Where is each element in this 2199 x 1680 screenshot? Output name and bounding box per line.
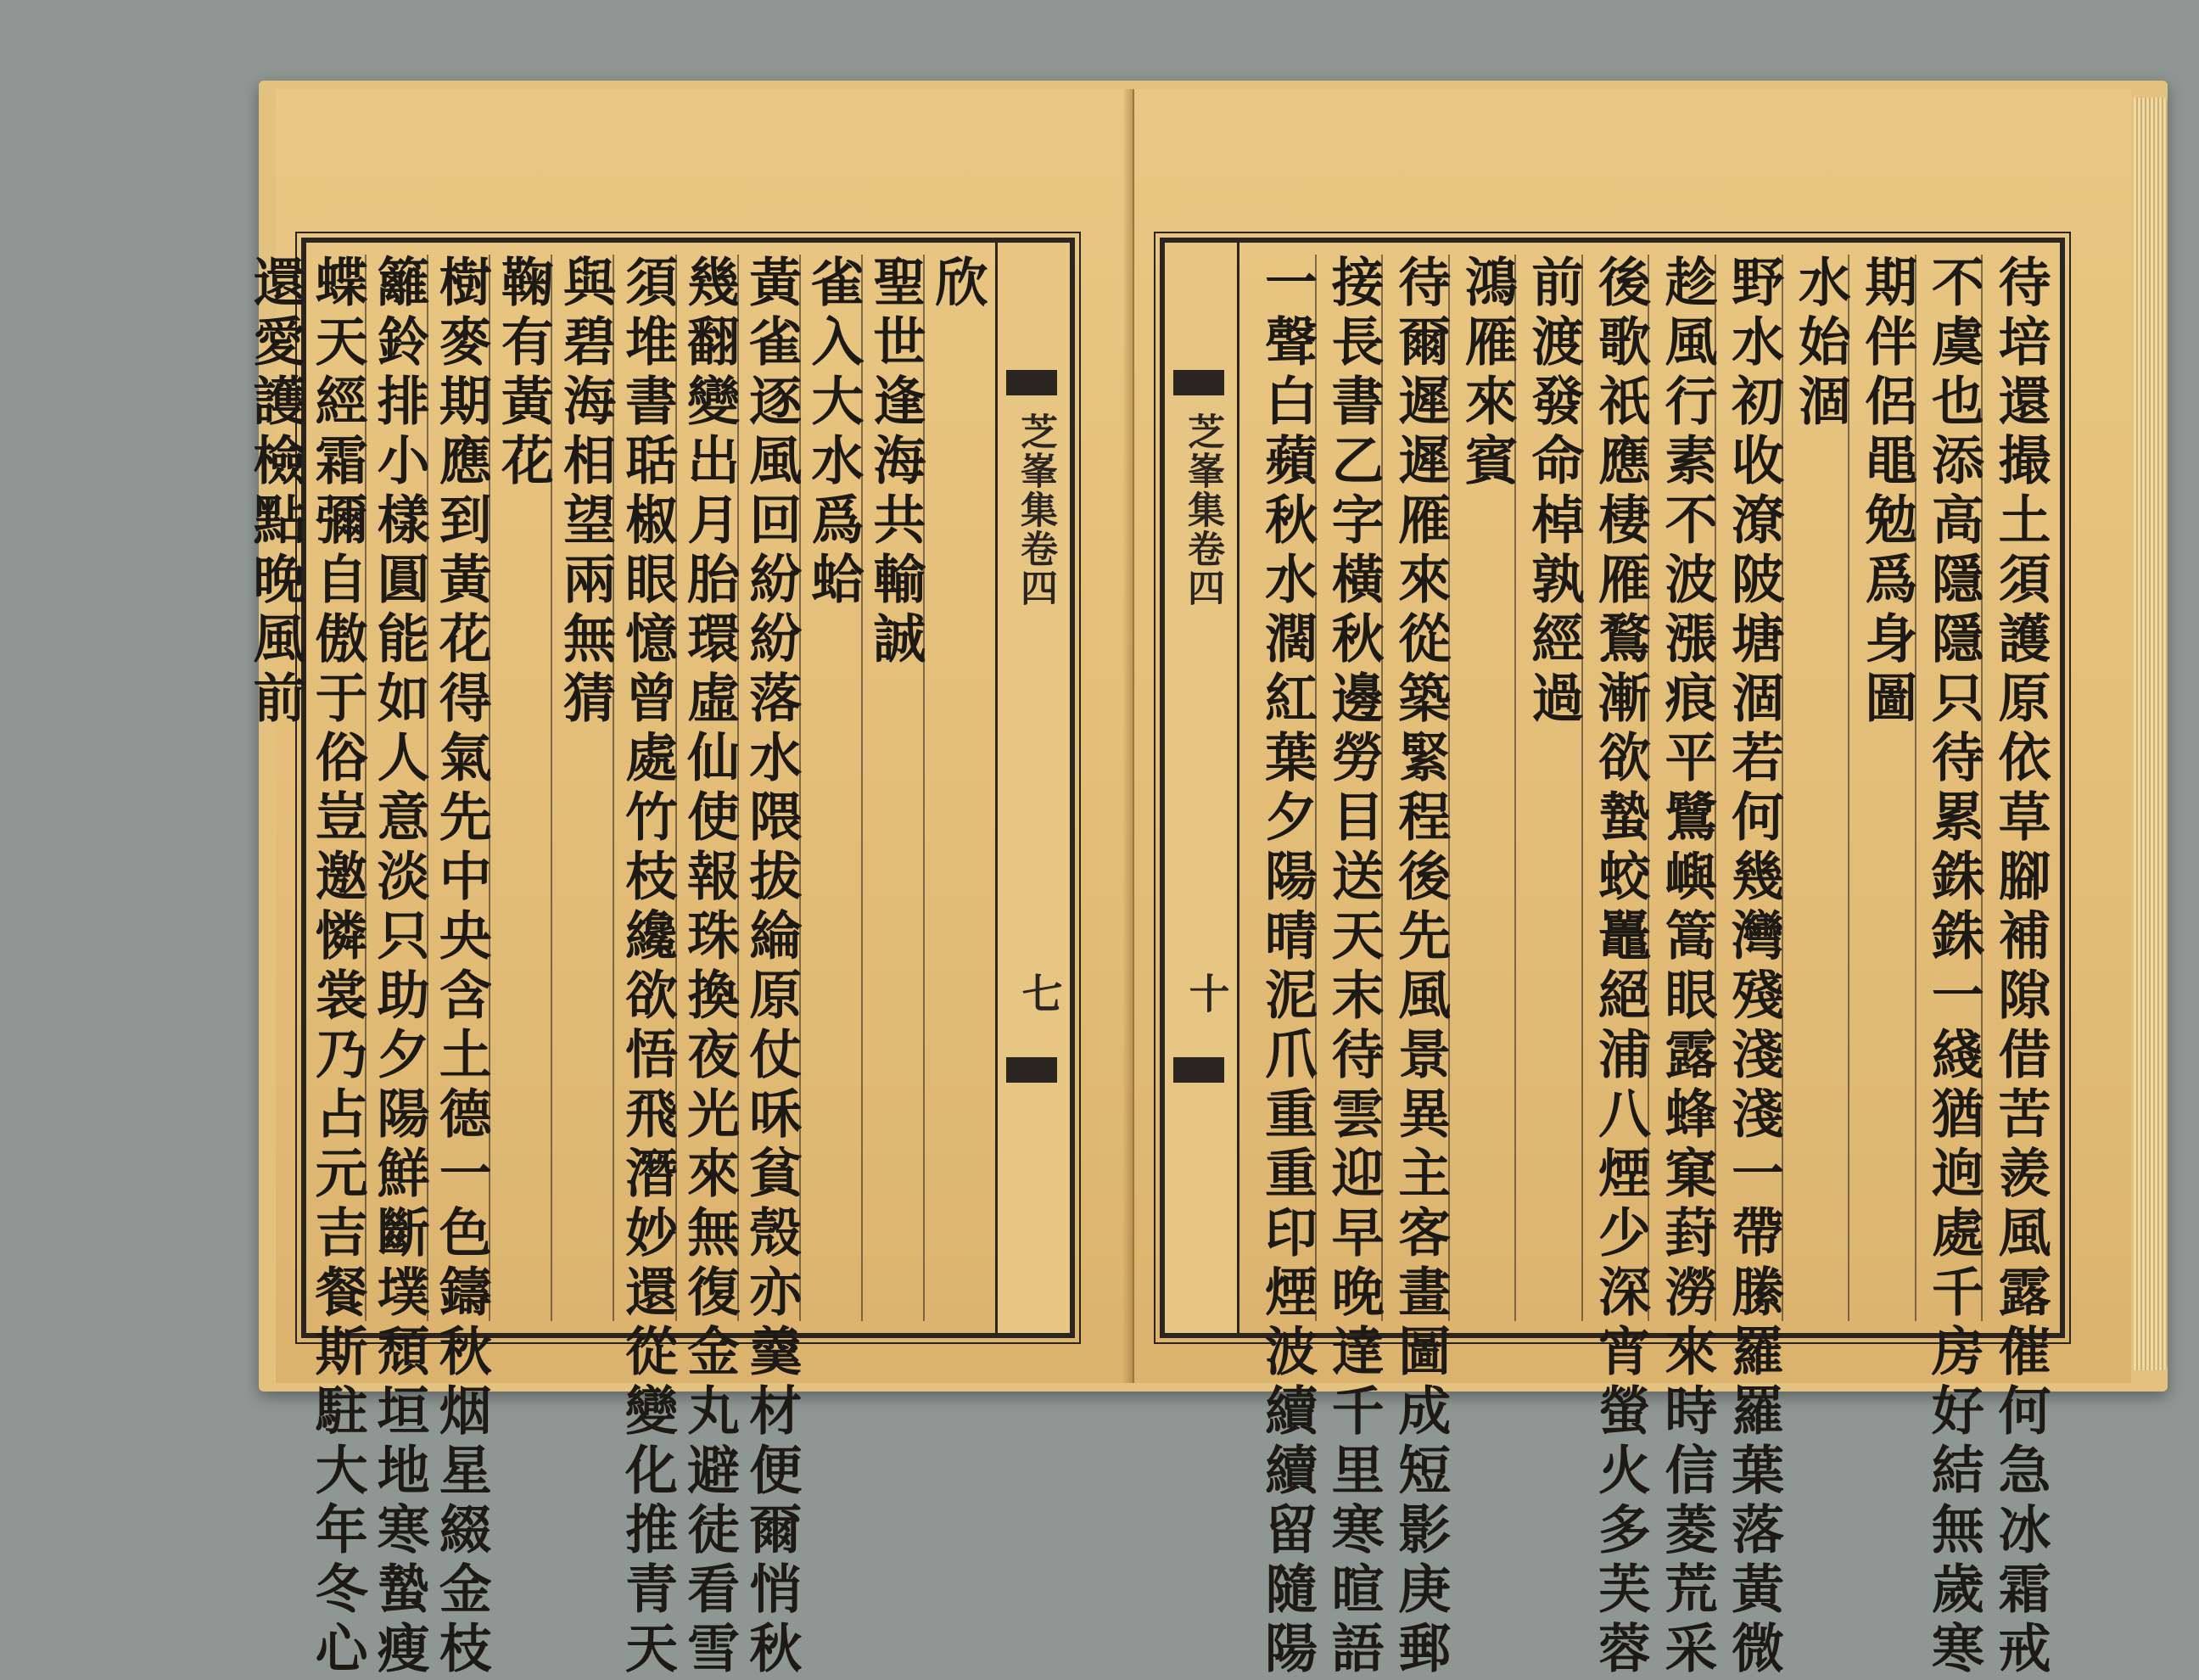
column-text-upper: 鞠有黃花	[492, 255, 555, 492]
right-folio-number: 十	[1182, 972, 1229, 1013]
text-column	[1315, 255, 1385, 1680]
text-column	[1381, 255, 1452, 1680]
text-column	[861, 255, 926, 1321]
text-column	[1250, 255, 1318, 1680]
column-text-upper: 籬鈴排小樣圓能如人意淡只助夕	[368, 255, 431, 1086]
text-column	[551, 255, 617, 1321]
column-text-lower: 猶逈處千房好結無歲寒	[1922, 1086, 1985, 1680]
column-text-lower: 德一色鑄秋烟星綴金枝	[430, 1086, 493, 1680]
column-text-lower: 咊貧殼亦羹材便爾悄秋	[740, 1086, 803, 1680]
text-column	[365, 255, 431, 1680]
column-text-upper: 還愛護檢點晚風前	[243, 255, 306, 730]
text-column	[303, 255, 369, 1680]
left-folio-number: 七	[1015, 972, 1062, 1013]
column-text-lower: 占元吉餐斯駐大年冬心	[306, 1086, 369, 1680]
column-text-upper: 與碧海相望兩無猜	[554, 255, 617, 730]
fishtail-mark-lower	[1006, 1057, 1057, 1083]
page-edges	[2134, 98, 2168, 1370]
column-text-upper: 水始涸	[1789, 255, 1852, 433]
column-text-lower: 飛潛妙還從變化推青天	[616, 1086, 679, 1680]
column-text-lower: 蜂窠葑澇來時信菱荒采	[1656, 1086, 1719, 1680]
column-text-upper: 黃雀逐風回紛紛落水隈拔綸原仗	[740, 255, 803, 1086]
left-page-banxin	[995, 243, 1070, 1333]
column-text-upper: 趁風行素不波漲痕平鷺嶼篙眼露	[1656, 255, 1719, 1086]
left-page	[243, 89, 1134, 1680]
column-text-upper: 須堆書聒椒眼憶曾處竹枝纔欲悟	[616, 255, 679, 1086]
column-text-upper: 前渡發命棹孰經過	[1522, 255, 1585, 730]
text-column	[1915, 255, 1985, 1680]
column-text-lower: 陽鮮斷墣頹垣地寒蟄瘦	[368, 1086, 431, 1680]
open-book	[243, 81, 2168, 1680]
fishtail-mark	[1173, 370, 1224, 395]
column-text-upper: 野水初收潦陂塘涸若何幾灣殘淺	[1722, 255, 1785, 1086]
right-page-frame	[1160, 238, 2065, 1680]
left-page-frame	[243, 238, 1075, 1680]
column-text-upper: 鴻雁來賓	[1456, 255, 1519, 492]
column-text-upper: 待培還撮土須護原依草腳補隙借	[1989, 255, 2051, 1086]
column-text-upper: 一聲白蘋秋水濶紅葉夕陽晴泥爪	[1256, 255, 1318, 1086]
column-text-upper: 幾翻變出月胎環虛仙使報珠換夜	[678, 255, 741, 1086]
column-text-upper: 待爾遲遲雁來從築緊程後先風景	[1389, 255, 1452, 1086]
column-text-lower: 八煙少深宵螢火多芙蓉	[1589, 1086, 1652, 1680]
column-text-upper: 後歌祇應棲雁鶩漸欲蟄蛟鼉絕浦	[1589, 255, 1652, 1086]
text-column	[1715, 255, 1785, 1680]
text-column	[1981, 255, 2051, 1680]
text-column	[799, 255, 864, 1321]
column-text-lower: 異主客畫圖成短影庚郵	[1389, 1086, 1452, 1680]
text-column	[1514, 255, 1585, 1321]
text-column	[1648, 255, 1719, 1680]
text-column	[243, 255, 306, 1321]
text-column	[737, 255, 803, 1680]
column-text-upper: 聖世逢海共輸誠	[864, 255, 926, 670]
column-text-upper: 蝶天經霜彌自傲于俗豈邀憐裳乃	[306, 255, 369, 1086]
fishtail-mark	[1006, 370, 1057, 395]
column-text-lower: 淺一帶縢羅羅葉落黃微	[1722, 1086, 1785, 1680]
text-column	[1782, 255, 1852, 1321]
right-margin-title: 芝峯集卷四	[1181, 412, 1224, 608]
column-text-upper: 不虞也添高隱隱只待累銖銖一綫	[1922, 255, 1985, 1086]
column-text-upper: 欣	[926, 255, 988, 314]
text-column	[675, 255, 741, 1680]
text-column	[1581, 255, 1652, 1680]
fishtail-mark-lower	[1173, 1057, 1224, 1083]
right-text-columns	[1250, 255, 2051, 1680]
column-text-lower: 光來無復金丸避徒看雪	[678, 1086, 741, 1680]
column-text-upper: 期伴侶黽勉爲身圖	[1855, 255, 1918, 730]
text-column	[1448, 255, 1519, 1321]
right-page-banxin	[1165, 243, 1239, 1333]
column-text-upper: 樹麥期應到黃花得氣先中央含土	[430, 255, 493, 1086]
text-column	[427, 255, 493, 1680]
text-column	[1848, 255, 1918, 1321]
column-text-lower: 重重印煙波續續留隨陽	[1256, 1086, 1318, 1680]
text-column	[613, 255, 679, 1680]
text-column	[489, 255, 555, 1321]
column-text-lower: 雲迎早晚達千里寒暄語	[1323, 1086, 1385, 1680]
column-text-upper: 雀入大水爲蛤	[802, 255, 864, 611]
left-text-columns	[243, 255, 988, 1680]
text-column	[923, 255, 988, 1321]
column-text-upper: 接長書乙字橫秋邊勞目送天末待	[1323, 255, 1385, 1086]
column-text-lower: 苦羨風露催何急冰霜戒	[1989, 1086, 2051, 1680]
left-margin-title: 芝峯集卷四	[1014, 412, 1057, 608]
right-page	[1134, 89, 2131, 1680]
